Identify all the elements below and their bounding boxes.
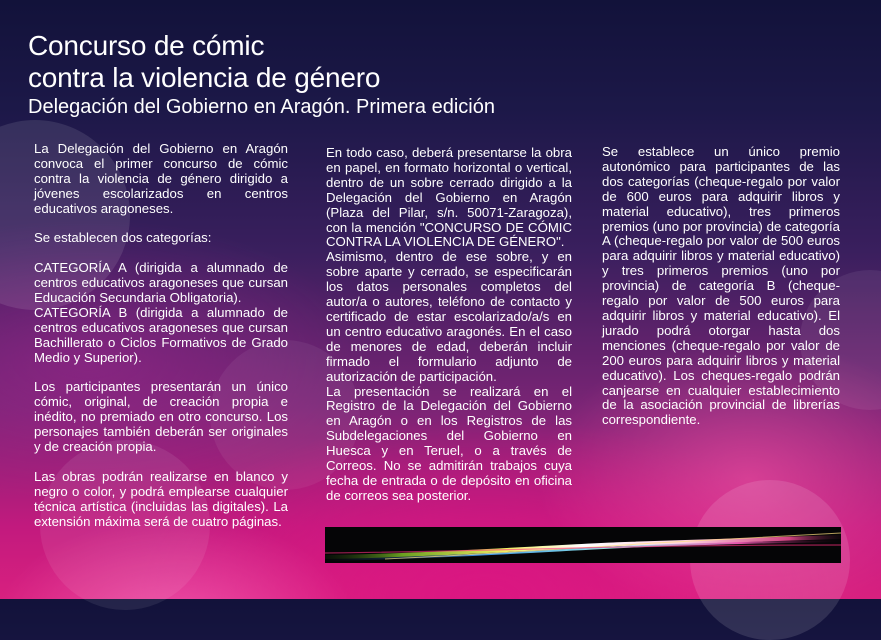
paragraph: Se establecen dos categorías: [34,230,212,246]
column-2 [326,146,572,504]
paragraph: CATEGORÍA A (dirigida a alumnado de centros educativos aragoneses que cursan Educación Secundaria Obligatoria). [34,260,288,306]
paragraph: Se establece un único premio autonómico para participantes de las dos categorías (cheque-regalo por valor de 600 euros para adquirir libros y material educativo), tres primeros premios (uno por provincia) de categoría A (cheque-regalo por valor de 500 euros para adquirir libros y material educativo) y tres primeros premios (uno por provincia) de categoría B (cheque-regalo por valor de 500 euros para adquirir libros y material educativo). El jurado podrá otorgar hasta dos menciones (cheque-regalo por valor de 200 euros para adquirir libros y material educativo). Los cheques-regalo podrán canjearse en cualquier establecimiento de la asociación provincial de librerías correspondiente. [602,144,840,428]
paragraph: Las obras podrán realizarse en blanco y negro o color, y podrá emplearse cualquier técnica artística (incluidas las digitales). La extensión máxima será de cuatro páginas. [34,468,288,529]
column-1 [34,142,288,530]
paragraph: Asimismo, dentro de ese sobre, y en sobre aparte y cerrado, se especificarán los datos personales completos del autor/a o autores, teléfono de contacto y certificado de estar escolarizado/a/s en un centro educativo aragonés. En el caso de menores de edad, deberán incluir firmado el formulario adjunto de autorización de participación. [326,249,572,384]
title-line-2: contra la violencia de género [28,62,381,93]
paragraph: La Delegación del Gobierno en Aragón convoca el primer concurso de cómic contra la violencia de género dirigido a jóvenes escolarizados en centros educativos aragoneses. [34,141,288,216]
column-3 [602,145,840,428]
paragraph: En todo caso, deberá presentarse la obra en papel, en formato horizontal o vertical, dentro de un sobre cerrado dirigido a la Delegación del Gobierno en Aragón (Plaza del Pilar, s/n. 50071-Zaragoza), con la mención "CONCURSO DE CÓMIC CONTRA LA VIOLENCIA DE GÉNERO". [326,145,572,250]
paragraph: La presentación se realizará en el Registro de la Delegación del Gobierno en Aragón o en los Registros de las Subdelegaciones del Gobierno en Huesca y en Teruel, o a través de Correos. No se admitirán trabajos cuya fecha de entrada o de depósito en oficina de correos sea posterior. [326,383,572,503]
title-block [28,30,495,119]
paragraph: CATEGORÍA B (dirigida a alumnado de centros educativos aragoneses que cursan Bachillerato o Ciclos Formativos de Grado Medio y Superior). [34,304,288,365]
title-line-1: Concurso de cómic [28,30,265,61]
light-streak-image [325,527,841,563]
subtitle: Delegación del Gobierno en Aragón. Primera edición [28,96,495,118]
light-streak-banner [325,527,841,563]
paragraph: Los participantes presentarán un único cómic, original, de creación propia e inédito, no premiado en otro concurso. Los personajes también deberán ser originales y de creación propia. [34,379,288,455]
